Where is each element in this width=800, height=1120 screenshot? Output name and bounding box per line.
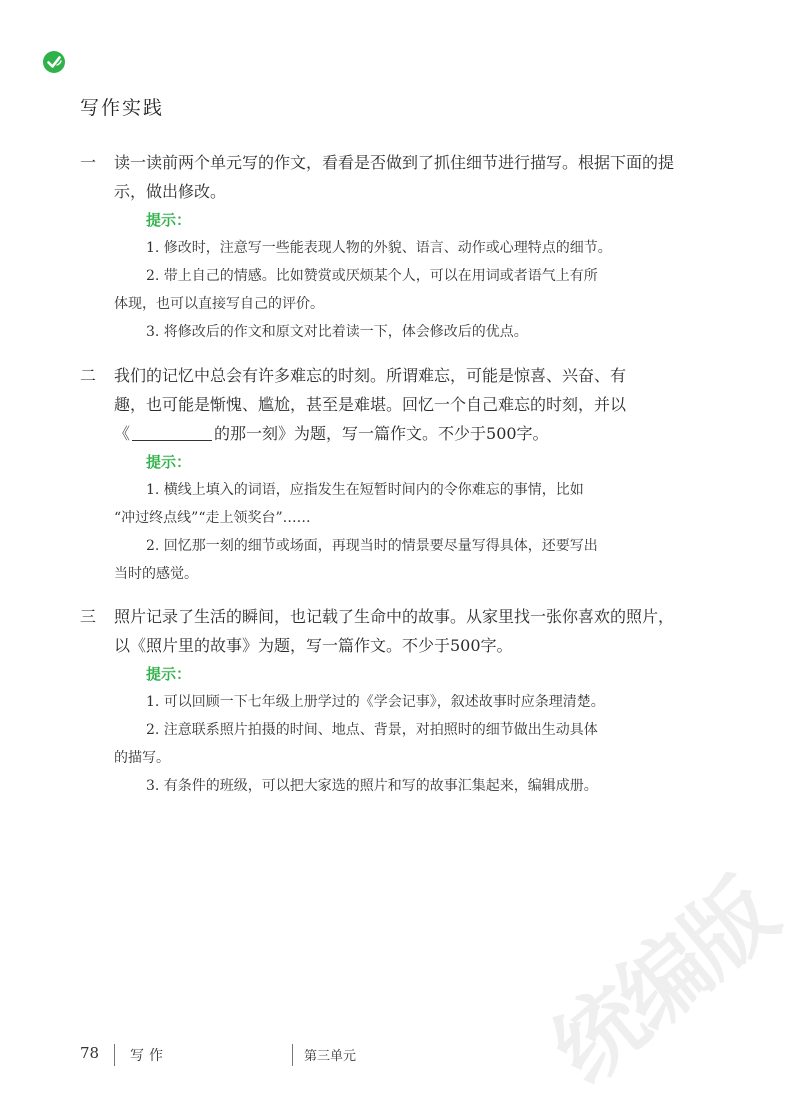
page-footer bbox=[0, 1044, 800, 1074]
task-2 bbox=[80, 361, 700, 588]
tip-line: 1. 可以回顾一下七年级上册学过的《学会记事》，叙述故事时应条理清楚。 bbox=[146, 694, 605, 710]
tip-line: “冲过终点线”“走上领奖台”…… bbox=[114, 510, 311, 526]
tip-line: 当时的感觉。 bbox=[114, 566, 198, 582]
tip-line: 的描写。 bbox=[114, 750, 170, 766]
tip-line: 体现，也可以直接写自己的评价。 bbox=[114, 296, 324, 312]
tips-label: 提示： bbox=[146, 665, 192, 683]
watermark: 统编版 bbox=[533, 861, 793, 1103]
check-leaf-icon bbox=[42, 50, 66, 74]
footer-divider bbox=[292, 1044, 293, 1066]
tip-line: 1. 修改时，注意写一些能表现人物的外貌、语言、动作或心理特点的细节。 bbox=[146, 240, 612, 256]
tip-line: 2. 回忆那一刻的细节或场面，再现当时的情景要尽量写得具体，还要写出 bbox=[146, 538, 598, 554]
task-line: 趣，也可能是惭愧、尴尬，甚至是难堪。回忆一个自己难忘的时刻，并以 bbox=[114, 395, 627, 414]
footer-unit-name: 第三单元 bbox=[304, 1049, 357, 1064]
task-line: 三 照片记录了生活的瞬间，也记载了生命中的故事。从家里找一张你喜欢的照片， bbox=[80, 602, 700, 631]
task-line: 二 我们的记忆中总会有许多难忘的时刻。所谓难忘，可能是惊喜、兴奋、有 bbox=[80, 361, 700, 390]
footer-divider bbox=[114, 1044, 115, 1066]
tip-line: 3. 将修改后的作文和原文对比着读一下，体会修改后的优点。 bbox=[146, 324, 528, 340]
tip-line: 3. 有条件的班级，可以把大家选的照片和写的故事汇集起来，编辑成册。 bbox=[146, 778, 598, 794]
task-line: 示，做出修改。 bbox=[114, 182, 227, 201]
task-line: 一 读一读前两个单元写的作文，看看是否做到了抓住细节进行描写。根据下面的提 bbox=[80, 148, 700, 177]
task-number: 三 bbox=[80, 607, 97, 626]
task-line: 《 的那一刻》为题，写一篇作文。不少于500字。 bbox=[114, 424, 549, 443]
tip-line: 1. 横线上填入的词语，应指发生在短暂时间内的令你难忘的事情，比如 bbox=[146, 482, 584, 498]
task-number: 一 bbox=[80, 153, 97, 172]
fill-in-blank bbox=[132, 424, 212, 441]
task-1 bbox=[80, 148, 700, 346]
footer-section-name: 写作 bbox=[130, 1048, 168, 1064]
tip-line: 2. 带上自己的情感。比如赞赏或厌烦某个人，可以在用词或者语气上有所 bbox=[146, 268, 598, 284]
page-number: 78 bbox=[80, 1044, 100, 1062]
tip-line: 2. 注意联系照片拍摄的时间、地点、背景，对拍照时的细节做出生动具体 bbox=[146, 722, 598, 738]
task-number: 二 bbox=[80, 366, 97, 385]
task-line: 以《照片里的故事》为题，写一篇作文。不少于500字。 bbox=[114, 636, 513, 655]
task-3 bbox=[80, 602, 700, 800]
section-title: 写作实践 bbox=[80, 97, 165, 119]
tips-label: 提示： bbox=[146, 453, 192, 471]
tips-label: 提示： bbox=[146, 211, 192, 229]
